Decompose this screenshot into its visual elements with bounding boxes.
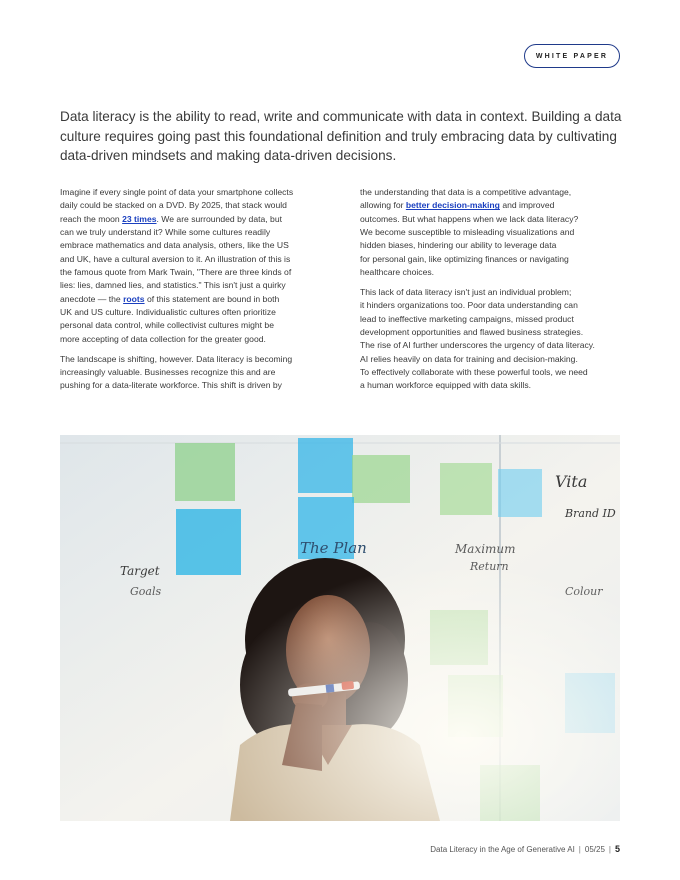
text-line: and UK, have a cultural aversion to it. An illustration of this is <box>60 253 291 264</box>
footer-separator: | <box>578 845 581 854</box>
link-roots[interactable]: roots <box>123 293 145 304</box>
left-column <box>60 186 322 399</box>
text-line: We become susceptible to misleading visualizations and <box>360 227 575 238</box>
text-line: increasingly valuable. Businesses recognize this and are <box>60 366 276 377</box>
footer-title: Data Literacy in the Age of Generative AI <box>430 845 575 854</box>
text-line: lead to ineffective marketing campaigns, missed product <box>360 313 574 324</box>
left-paragraph-1 <box>60 186 322 346</box>
text-line <box>60 293 322 306</box>
right-paragraph-1 <box>360 186 624 279</box>
text-line: can we truly understand it? While some cultures readily <box>60 227 271 238</box>
link-better-decision-making[interactable]: better decision-making <box>405 200 500 211</box>
text-line: personal data control, while collectivist cultures might be <box>60 320 274 331</box>
right-column <box>360 186 624 399</box>
text-fragment: and improved <box>499 200 555 211</box>
text-line <box>60 213 322 226</box>
left-paragraph-2 <box>60 353 322 393</box>
text-line: UK and US culture. Individualistic cultures often prioritize <box>60 307 276 318</box>
text-fragment: allowing for <box>360 200 406 211</box>
text-line: hidden biases, hindering our ability to leverage data <box>360 240 557 251</box>
text-line: AI relies heavily on data for training and decision-making. <box>360 353 578 364</box>
text-line: for personal gain, like optimizing finances or navigating <box>360 253 569 264</box>
text-line: the understanding that data is a competitive advantage, <box>360 187 572 197</box>
text-fragment: . We are surrounded by data, but <box>156 213 282 224</box>
text-line: a human workforce equipped with data skills. <box>360 380 532 391</box>
text-fragment: reach the moon <box>60 213 123 224</box>
text-fragment: of this statement are bound in both <box>144 293 280 304</box>
footer-date: 05/25 <box>584 845 605 854</box>
white-paper-badge <box>524 44 620 68</box>
text-line: To effectively collaborate with these powerful tools, we need <box>360 366 588 377</box>
text-line: This lack of data literacy isn't just an individual problem; <box>360 286 572 297</box>
page-footer <box>430 844 620 854</box>
page-number: 5 <box>614 844 620 854</box>
hero-photo <box>60 435 620 821</box>
text-line: daily could be stacked on a DVD. By 2025, that stack would <box>60 200 287 211</box>
right-paragraph-2 <box>360 286 624 393</box>
text-line: more accepting of data collection for the greater good. <box>60 333 266 344</box>
light-glow <box>60 435 620 821</box>
footer-separator: | <box>608 845 611 854</box>
text-line: it hinders organizations too. Poor data understanding can <box>360 300 578 311</box>
intro-paragraph: Data literacy is the ability to read, write and communicate with data in context. Building a data culture requires going past this foundational definition and truly embracing data by cultivating data-driven mindsets and making data-driven decisions. <box>60 109 622 163</box>
text-line: development opportunities and flawed business strategies. <box>360 326 584 337</box>
text-line: lies: lies, damned lies, and statistics." This isn't just a quirky <box>60 280 286 291</box>
text-line <box>360 199 624 212</box>
link-23-times[interactable]: 23 times <box>122 213 157 224</box>
text-line: pushing for a data-literate workforce. This shift is driven by <box>60 380 282 391</box>
text-line: outcomes. But what happens when we lack data literacy? <box>360 213 579 224</box>
text-line: The landscape is shifting, however. Data literacy is becoming <box>60 353 293 364</box>
text-fragment: anecdote — the <box>60 293 124 304</box>
text-line: embrace mathematics and data analysis, others, like the US <box>60 240 289 251</box>
text-line: healthcare choices. <box>360 267 435 278</box>
text-line: The rise of AI further underscores the urgency of data literacy. <box>360 340 595 351</box>
text-line: the famous quote from Mark Twain, "There are three kinds of <box>60 267 292 278</box>
badge-label: WHITE PAPER <box>535 52 609 60</box>
text-line: Imagine if every single point of data your smartphone collects <box>60 187 294 197</box>
